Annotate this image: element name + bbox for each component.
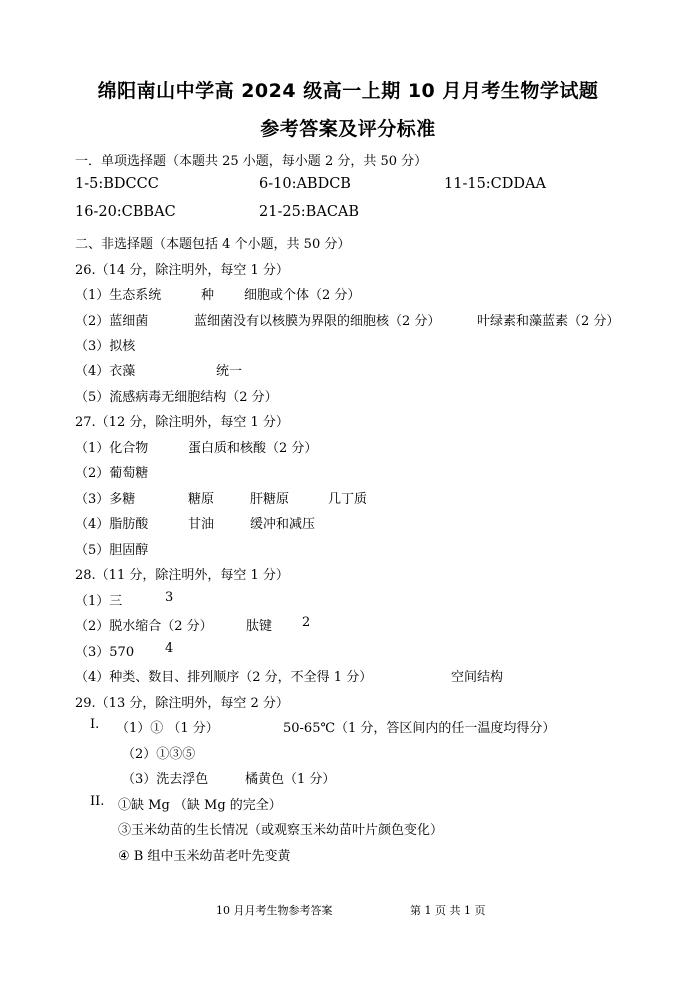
q27-4-blank1: （4）脂肪酸 [75,517,149,532]
section1-heading: 一．单项选择题（本题共 25 小题，每小题 2 分，共 50 分） [75,154,428,169]
q27-answer-4 [0,513,696,531]
q28-heading: 28.（11 分，除注明外，每空 1 分） [75,568,289,583]
mc-answers-21-25: 21-25:BACAB [259,204,360,220]
mc-answers-11-15: 11-15:CDDAA [444,176,546,192]
q27-answer-1 [0,437,696,455]
q28-1-blank2: 3 [165,590,174,605]
q26-heading: 26.（14 分，除注明外，每空 1 分） [75,263,289,278]
q27-3-blank3: 肝糖原 [250,492,290,507]
q28-2-blank1: （2）脱水缩合（2 分） [75,619,213,634]
q28-answer-2 [0,615,696,633]
q29-part1-answer-3 [0,768,696,786]
q28-2-blank3: 2 [302,615,311,630]
q28-3-blank1: （3）570 [75,645,135,660]
q27-4-blank2: 甘油 [188,517,215,532]
q29-ii1-blank1: ①缺 Mg （缺 Mg 的完全） [118,798,282,813]
q28-answer-4 [0,666,696,684]
q27-answer-3 [0,488,696,506]
mc-answers-16-20: 16-20:CBBAC [75,204,176,220]
q29-part2-marker: II. [90,794,105,809]
q26-1-blank3: 细胞或个体（2 分） [244,288,361,303]
q29-i1-blank1: （1）① （1 分） [116,721,219,736]
mc-answers-row1 [0,176,696,196]
q27-1-blank2: 蛋白质和核酸（2 分） [188,441,318,456]
mc-answers-1-5: 1-5:BDCCC [75,176,159,192]
q27-1-blank1: （1）化合物 [75,441,149,456]
q29-part2-answer-2: ③玉米幼苗的生长情况（或观察玉米幼苗叶片颜色变化） [118,823,444,838]
q29-part1-marker: I. [90,717,100,732]
q29-heading: 29.（13 分，除注明外，每空 2 分） [75,696,289,711]
q29-part2-answer-3: ④ B 组中玉米幼苗老叶先变黄 [118,849,291,864]
q28-answer-1 [0,590,696,608]
q29-part1-answer-2: （2）①③⑤ [122,747,196,762]
q27-3-blank4: 几丁质 [328,492,368,507]
q29-i3-blank2: 橘黄色（1 分） [245,772,336,787]
q27-3-blank1: （3）多糖 [75,492,136,507]
q29-part2-answer-1 [0,794,696,812]
q29-part1-answer-1 [0,717,696,735]
q26-answer-4 [0,360,696,378]
q26-2-blank2: 蓝细菌没有以核膜为界限的细胞核（2 分） [194,314,441,329]
q26-answer-1 [0,284,696,302]
q26-2-blank1: （2）蓝细菌 [75,314,149,329]
q28-1-blank1: （1）三 [75,594,123,609]
mc-answers-6-10: 6-10:ABDCB [259,176,351,192]
q29-i3-blank1: （3）洗去浮色 [122,772,209,787]
page-title: 绵阳南山中学高 2024 级高一上期 10 月月考生物学试题 [97,80,599,102]
section2-heading: 二、非选择题（本题包括 4 个小题，共 50 分） [75,237,351,252]
footer-document-name: 10 月月考生物参考答案 [216,904,333,917]
mc-answers-row2 [0,204,696,224]
q26-2-blank3: 叶绿素和藻蓝素（2 分） [477,314,620,329]
page-subtitle: 参考答案及评分标准 [260,118,436,140]
q26-4-blank1: （4）衣藻 [75,364,136,379]
q28-4-blank1: （4）种类、数目、排列顺序（2 分，不全得 1 分） [75,670,373,685]
q26-1-blank2: 种 [201,288,215,303]
q26-answer-2 [0,310,696,328]
q27-answer-2: （2）葡萄糖 [75,466,149,481]
q27-4-blank3: 缓冲和减压 [250,517,316,532]
q26-1-blank1: （1）生态系统 [75,288,162,303]
q26-answer-5: （5）流感病毒无细胞结构（2 分） [75,390,278,405]
q28-4-blank2: 空间结构 [451,670,504,685]
q27-heading: 27.（12 分，除注明外，每空 1 分） [75,415,289,430]
q27-answer-5: （5）胆固醇 [75,543,149,558]
q28-3-blank2: 4 [165,641,174,656]
q28-2-blank2: 肽键 [246,619,273,634]
q27-3-blank2: 糖原 [188,492,215,507]
footer-page-number: 第 1 页 共 1 页 [410,904,486,917]
q28-answer-3 [0,641,696,659]
q29-i1-blank2: 50-65℃（1 分，答区间内的任一温度均得分） [283,721,556,736]
q26-4-blank2: 统一 [216,364,243,379]
q26-answer-3: （3）拟核 [75,339,136,354]
